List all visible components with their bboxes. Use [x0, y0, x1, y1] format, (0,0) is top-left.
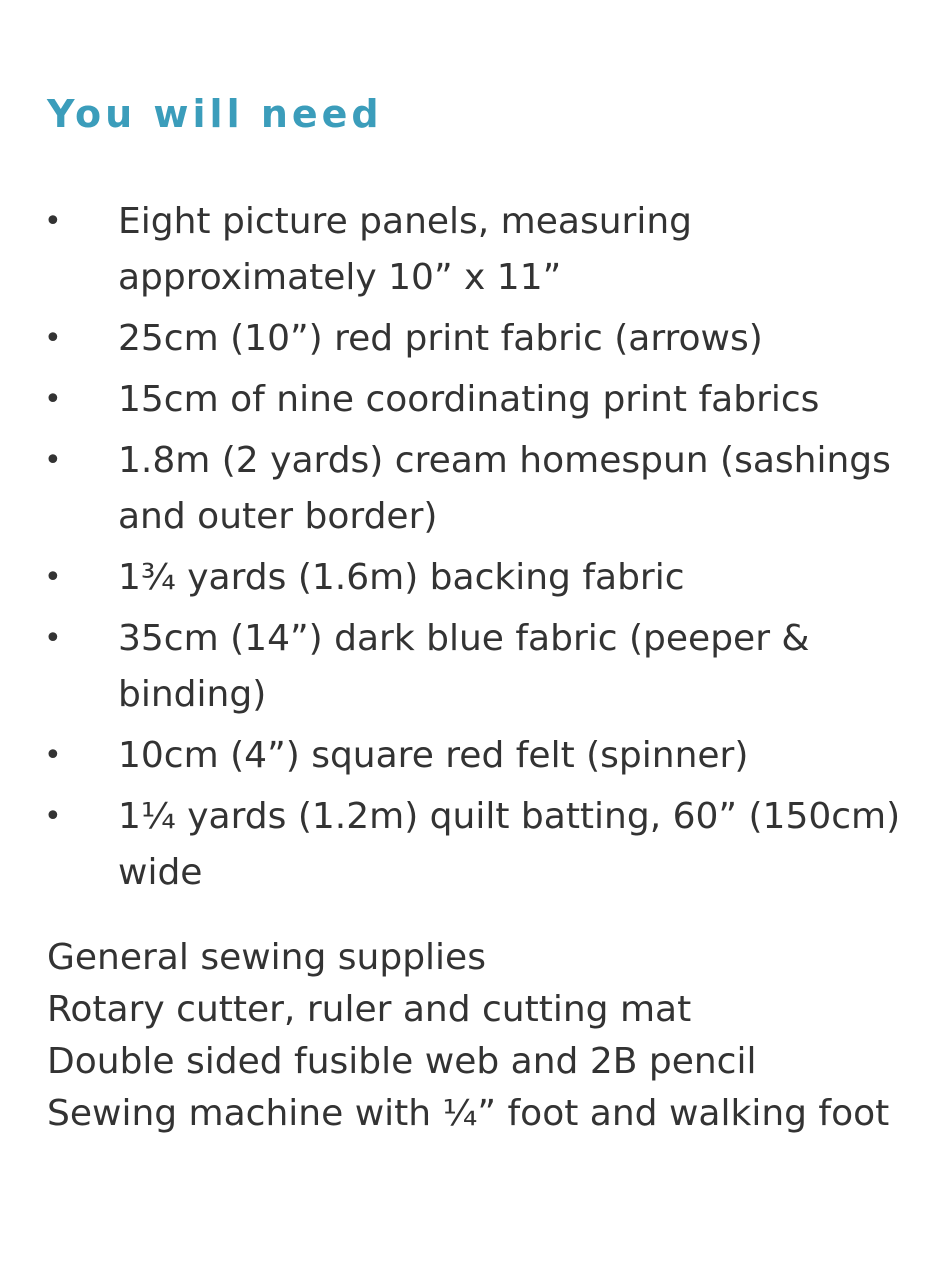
list-item: [0, 550, 949, 606]
bullet-icon: •: [44, 443, 62, 478]
bullet-icon: •: [44, 799, 62, 834]
supply-line: Double sided fusible web and 2B pencil: [47, 1041, 757, 1082]
bullet-icon: •: [44, 621, 62, 656]
bullet-icon: •: [44, 738, 62, 773]
supplies-list: [47, 932, 927, 1140]
list-item: [0, 611, 949, 723]
materials-list: [0, 194, 949, 906]
bullet-icon: •: [44, 382, 62, 417]
list-item: [0, 728, 949, 784]
list-item-text: 25cm (10”) red print fabric (arrows): [118, 318, 763, 359]
list-item: [0, 194, 949, 306]
supply-line: Sewing machine with ¼” foot and walking foot: [47, 1093, 890, 1134]
bullet-icon: •: [44, 204, 62, 239]
section-heading: You will need: [47, 92, 383, 136]
list-item-text: 1¾ yards (1.6m) backing fabric: [118, 557, 685, 598]
list-item: [0, 433, 949, 545]
list-item: [0, 372, 949, 428]
list-item-text: Eight picture panels, measuring approximately 10” x 11”: [118, 201, 692, 298]
supply-line: Rotary cutter, ruler and cutting mat: [47, 989, 692, 1030]
supply-line: General sewing supplies: [47, 937, 486, 978]
bullet-icon: •: [44, 560, 62, 595]
list-item: [0, 789, 949, 901]
list-item-text: 1.8m (2 yards) cream homespun (sashings and outer border): [118, 440, 891, 537]
list-item-text: 1¼ yards (1.2m) quilt batting, 60” (150cm) wide: [118, 796, 901, 893]
list-item-text: 15cm of nine coordinating print fabrics: [118, 379, 820, 420]
bullet-icon: •: [44, 321, 62, 356]
list-item: [0, 311, 949, 367]
list-item-text: 35cm (14”) dark blue fabric (peeper & binding): [118, 618, 810, 715]
list-item-text: 10cm (4”) square red felt (spinner): [118, 735, 749, 776]
